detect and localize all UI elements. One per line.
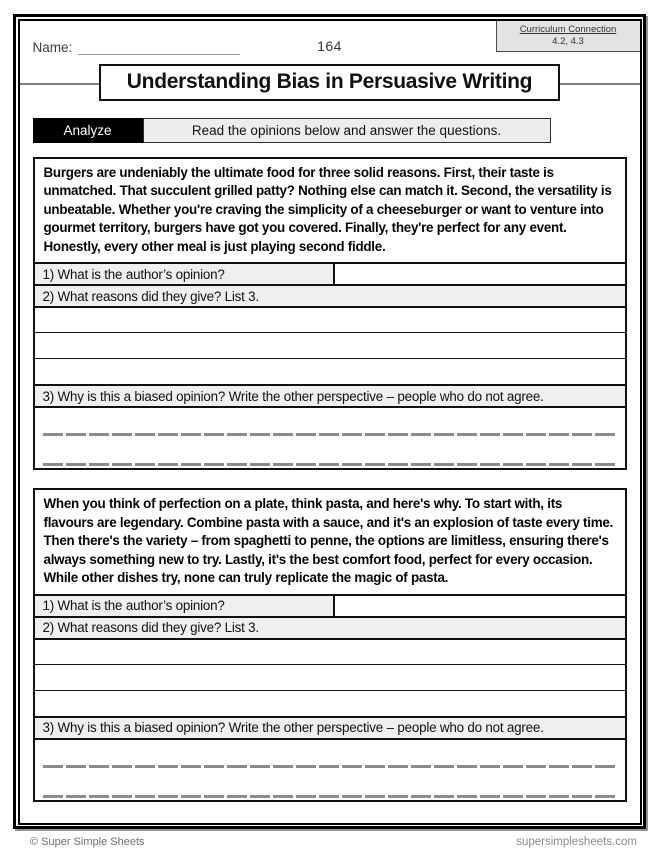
page-footer (30, 836, 637, 848)
question-1-label: 1) What is the author’s opinion? (35, 596, 335, 616)
passage-text: Burgers are undeniably the ultimate food for three solid reasons. First, their taste is unmatched. That succulent grilled patty? Nothing else can match it. Second, the versatility is unbeatable. Whether you're craving the simplicity of a cheeseburger or want to venture into gourmet territory, burgers have got you covered. Finally, they're perfect for any event. Honestly, every other meal is just playing second fiddle. (43, 164, 612, 254)
curriculum-connection-title: Curriculum Connection (519, 23, 617, 35)
question-1-answer-cell[interactable] (335, 596, 625, 616)
writing-line[interactable] (43, 463, 617, 466)
question-2-label: 2) What reasons did they give? List 3. (35, 284, 625, 306)
question-1-row (35, 262, 625, 284)
website-url: supersimplesheets.com (516, 836, 637, 848)
question-2-answer-row[interactable] (35, 332, 625, 358)
question-3-answer-area[interactable] (35, 738, 625, 800)
name-row (33, 33, 627, 55)
name-label: Name: (32, 39, 73, 55)
writing-line[interactable] (43, 765, 617, 768)
question-2-answer-row[interactable] (35, 690, 625, 716)
analyze-tag: Analyze (33, 118, 143, 143)
instruction-text: Read the opinions below and answer the questions. (143, 118, 551, 143)
question-2-answer-row[interactable] (35, 358, 625, 384)
question-2-label: 2) What reasons did they give? List 3. (35, 616, 625, 638)
page-outer-border (13, 14, 646, 829)
writing-line[interactable] (43, 433, 617, 436)
question-2-answer-row[interactable] (35, 638, 625, 664)
instruction-row (33, 118, 627, 143)
page-number: 164 (317, 37, 342, 54)
opinion-block-burgers (33, 157, 627, 471)
question-3-answer-area[interactable] (35, 406, 625, 468)
copyright-text: © Super Simple Sheets (30, 836, 145, 848)
question-3-label: 3) Why is this a biased opinion? Write the other perspective – people who do not agree. (35, 384, 625, 406)
page-inner-border (18, 19, 642, 825)
passage-text: When you think of perfection on a plate, think pasta, and here's why. To start with, its flavours are legendary. Combine pasta with a sauce, and it's an explosion of taste every time. Then there's the variety – from spaghetti to penne, the options are limitless, ensuring there's always something new to try. Lastly, it's the best comfort food, perfect for every occasion. While other dishes try, none can truly replicate the magic of pasta. (43, 496, 614, 585)
writing-line[interactable] (43, 795, 617, 798)
question-2-answer-row[interactable] (35, 306, 625, 332)
question-3-label: 3) Why is this a biased opinion? Write the other perspective – people who do not agree. (35, 716, 625, 738)
curriculum-connection-codes: 4.2, 4.3 (552, 35, 584, 47)
name-input-line[interactable] (78, 39, 240, 55)
question-1-label: 1) What is the author’s opinion? (35, 264, 335, 284)
question-1-answer-cell[interactable] (335, 264, 625, 284)
page-title: Understanding Bias in Persuasive Writing (99, 64, 560, 101)
question-2-answer-row[interactable] (35, 664, 625, 690)
opinion-block-pasta (33, 488, 627, 802)
question-1-row (35, 594, 625, 616)
